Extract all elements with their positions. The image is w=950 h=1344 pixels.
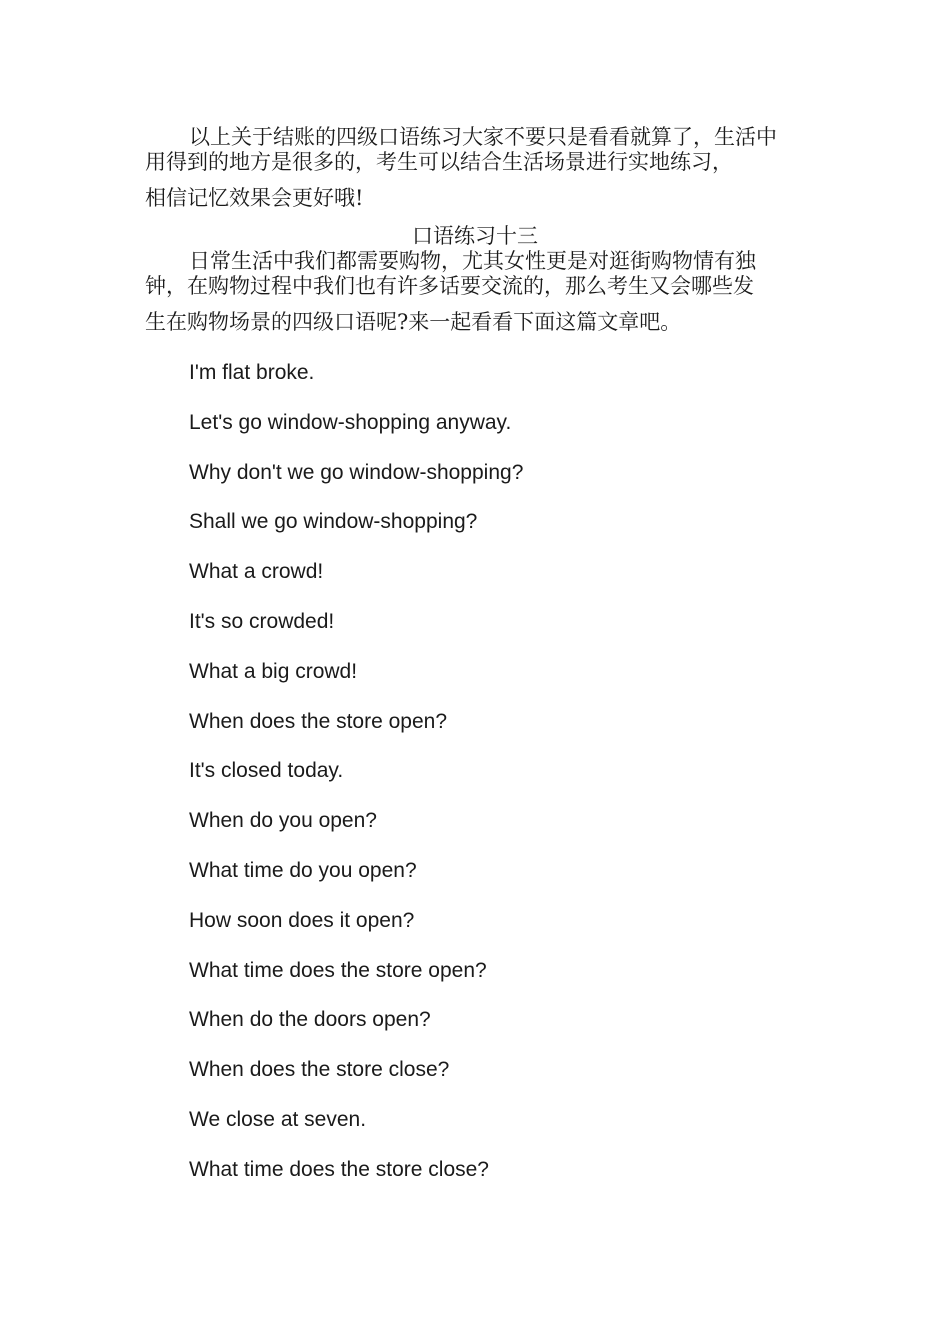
phrase-item: When do the doors open? <box>189 1008 431 1032</box>
phrase-item: Let's go window-shopping anyway. <box>189 410 512 434</box>
phrase-item: When does the store open? <box>189 709 448 733</box>
phrase-item: I'm flat broke. <box>189 361 315 384</box>
phrase-item: When does the store close? <box>189 1058 450 1082</box>
phrase-item: We close at seven. <box>189 1107 367 1131</box>
phrase-item: What a crowd! <box>189 560 324 584</box>
intro-paragraph <box>145 125 795 211</box>
phrase-item: What time does the store close? <box>189 1157 489 1181</box>
phrase-list <box>189 361 523 1208</box>
phrase-item: How soon does it open? <box>189 908 415 932</box>
phrase-item: When do you open? <box>189 809 377 833</box>
section-intro-paragraph <box>145 249 795 335</box>
phrase-item: What a big crowd! <box>189 659 358 683</box>
phrase-item: Why don't we go window-shopping? <box>189 460 524 484</box>
phrase-item: It's so crowded! <box>189 609 335 633</box>
phrase-item: What time does the store open? <box>189 958 487 982</box>
intro-text: 以上关于结账的四级口语练习大家不要只是看看就算了，生活中用得到的地方是很多的，考生可以结合生活场景进行实地练习， <box>145 125 777 174</box>
section-title: 口语练习十三 <box>412 224 538 248</box>
section-last-line: 生在购物场景的四级口语呢?来一起看看下面这篇文章吧。 <box>145 310 682 334</box>
phrase-item: Shall we go window-shopping? <box>189 510 478 534</box>
section-body-text: 日常生活中我们都需要购物，尤其女性更是对逛街购物情有独钟，在购物过程中我们也有许多话要交流的，那么考生又会哪些发 <box>145 249 756 298</box>
phrase-item: What time do you open? <box>189 858 417 882</box>
phrase-item: It's closed today. <box>189 759 344 783</box>
intro-last-line: 相信记忆效果会更好哦! <box>145 186 364 210</box>
